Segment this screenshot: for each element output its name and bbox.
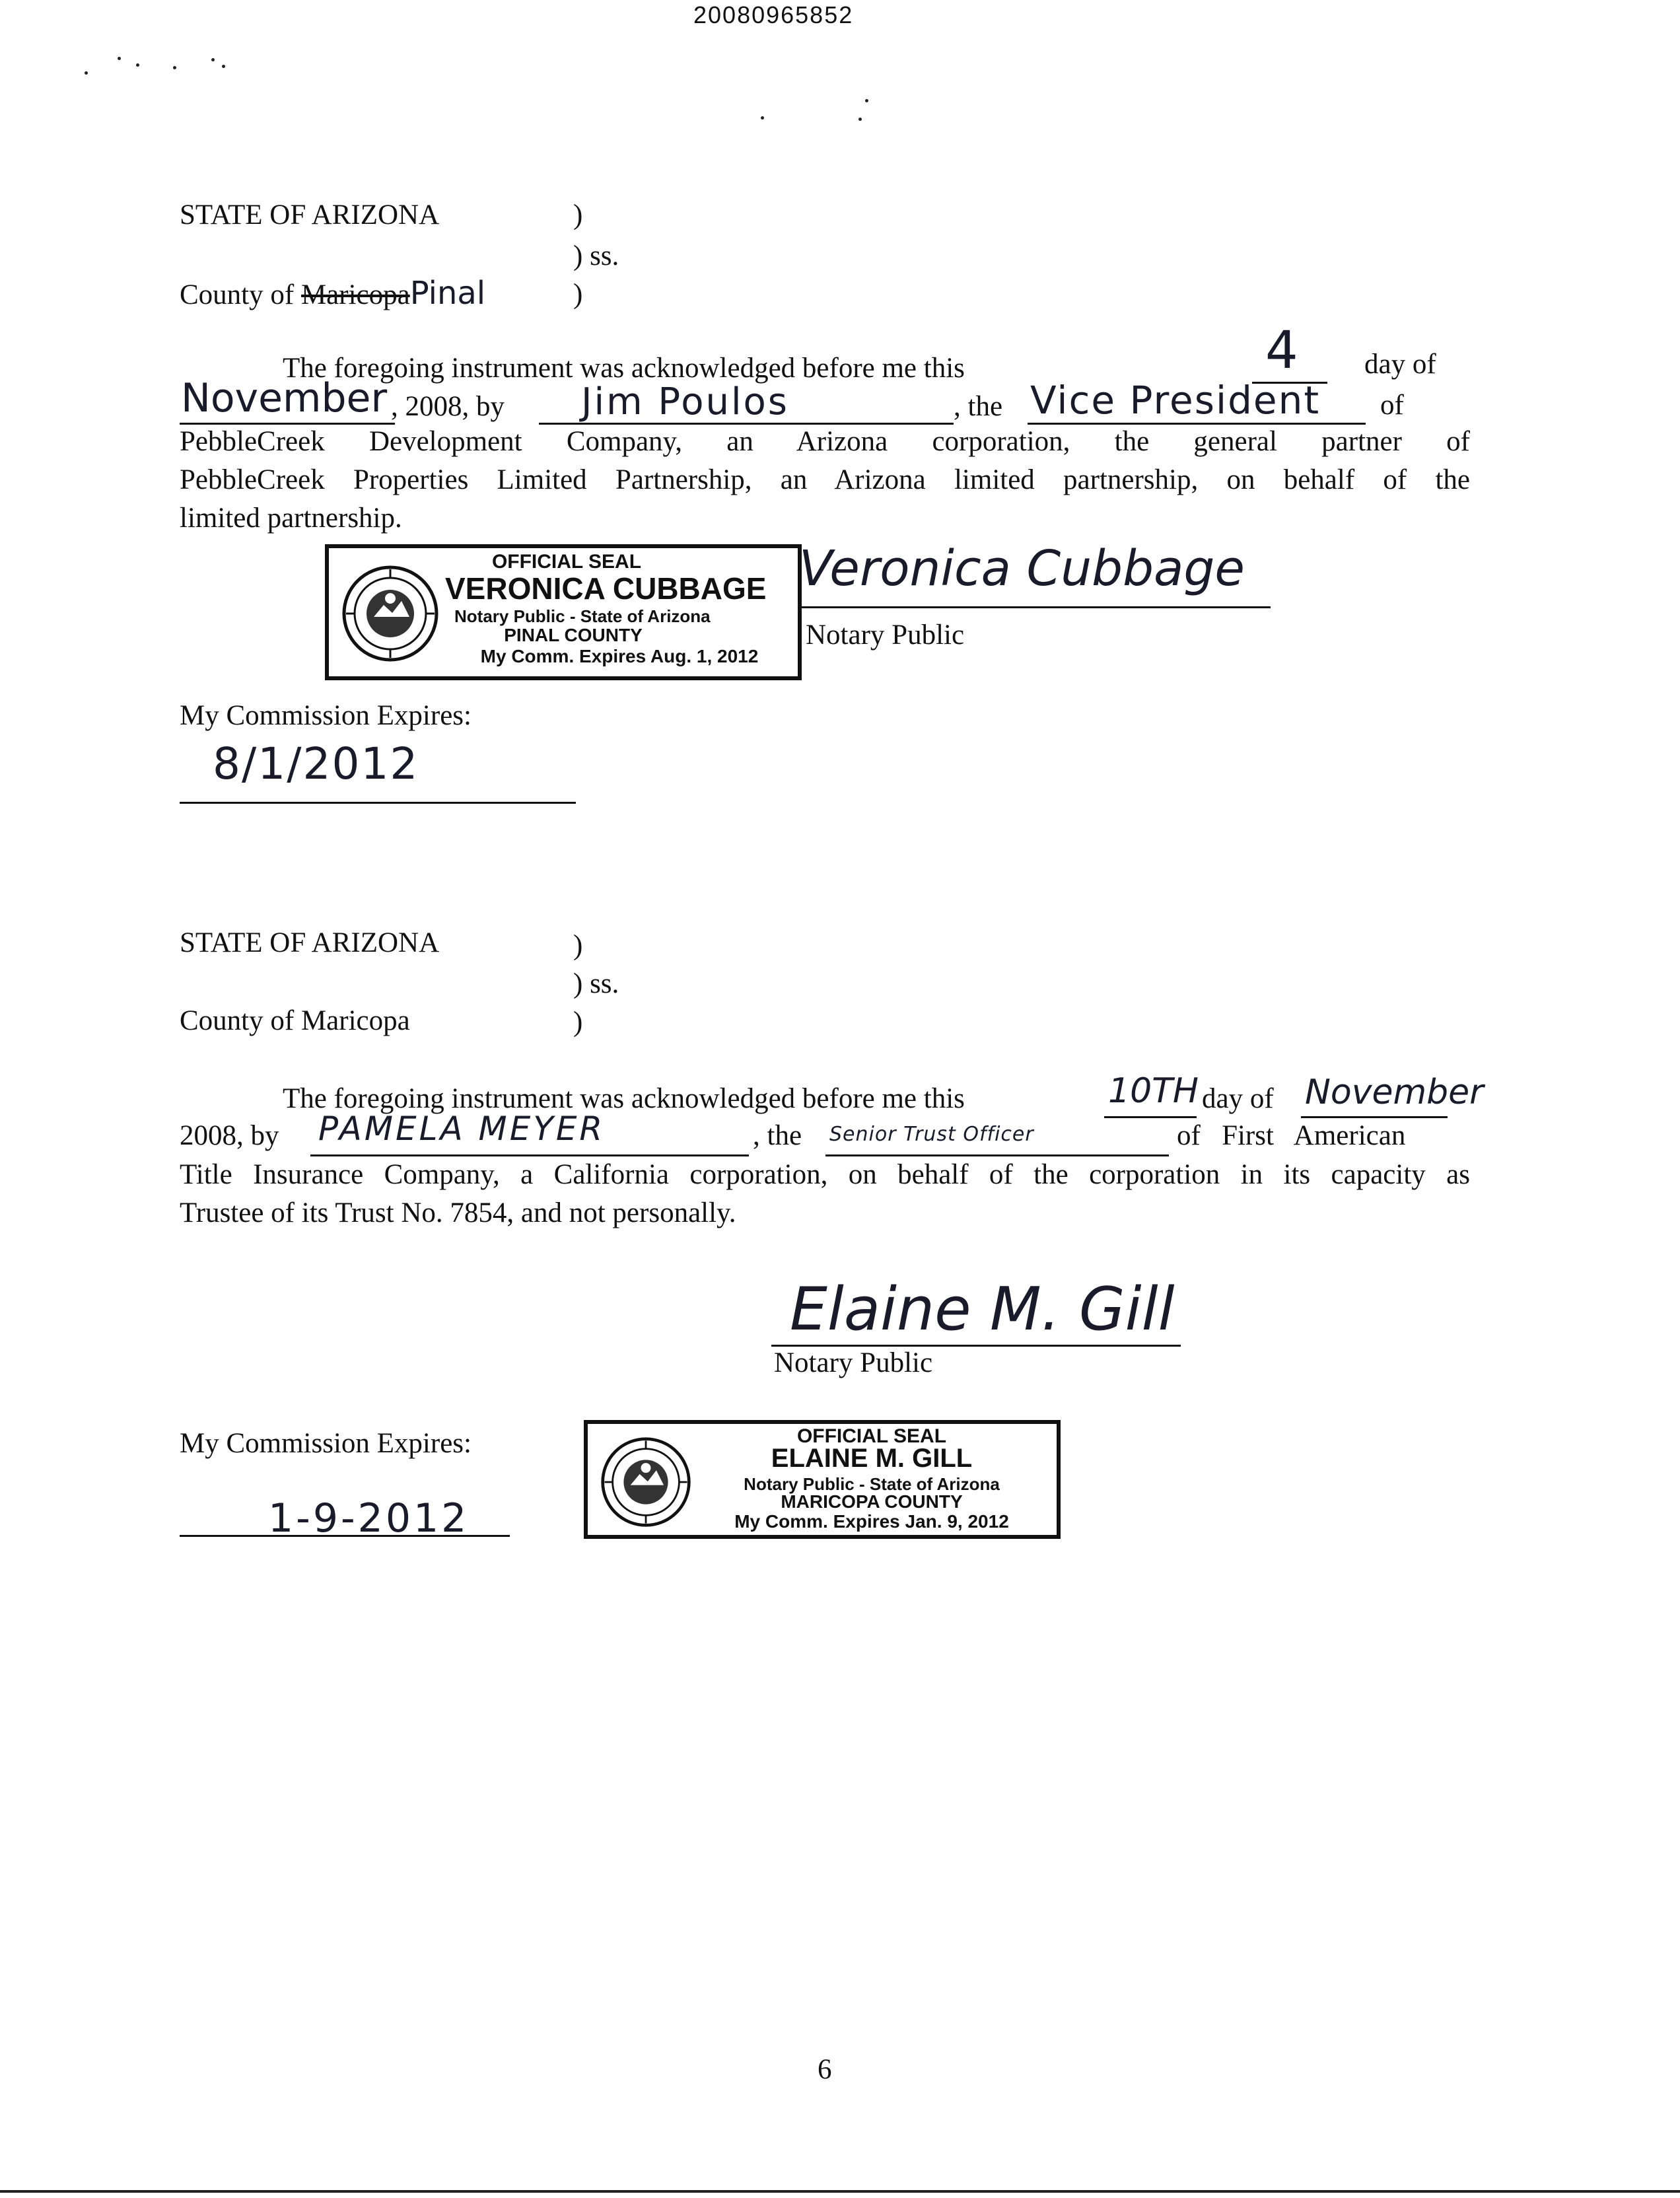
scan-speck <box>858 118 862 121</box>
ack-day-handwritten: 4 <box>1265 321 1298 380</box>
commission-line-1 <box>180 802 576 804</box>
seal-1-line-notary: Notary Public - State of Arizona <box>454 606 711 626</box>
state-heading-2: STATE OF ARIZONA <box>180 927 440 958</box>
ack2-name-handwritten: PAMELA MEYER <box>318 1110 606 1148</box>
county-handwritten: Pinal <box>409 275 486 312</box>
venue-paren-open-2: ) <box>573 930 583 961</box>
ack2-para-line-2: Trustee of its Trust No. 7854, and not personally. <box>180 1197 736 1228</box>
commission-date-2: 1-9-2012 <box>268 1495 470 1542</box>
scan-speck <box>118 57 121 60</box>
notary-public-label-1: Notary Public <box>806 620 965 651</box>
ack2-text-lead: The foregoing instrument was acknowledged before me this <box>283 1083 965 1114</box>
scan-speck <box>222 65 225 68</box>
venue-paren-open: ) <box>573 199 583 230</box>
seal-1-line-name: VERONICA CUBBAGE <box>445 571 767 606</box>
commission-expires-label-1: My Commission Expires: <box>180 700 472 731</box>
seal-1-line-official: OFFICIAL SEAL <box>491 551 642 573</box>
venue-ss: ) ss. <box>573 240 619 271</box>
scan-speck <box>761 116 764 120</box>
ack2-title-handwritten: Senior Trust Officer <box>829 1123 1034 1146</box>
seal-2-line-notary: Notary Public - State of Arizona <box>744 1474 1000 1494</box>
scan-speck <box>173 66 176 69</box>
ack2-text-the: , the <box>753 1120 802 1151</box>
county-struck: Maricopa <box>300 279 410 310</box>
venue-paren-close: ) <box>573 279 583 310</box>
county-line <box>180 275 485 314</box>
ack2-text-year-by: 2008, by <box>180 1120 279 1151</box>
document-number: 20080965852 <box>693 1 854 28</box>
seal-1-line-county: PINAL COUNTY <box>504 625 643 645</box>
ack-name-handwritten: Jim Poulos <box>581 380 789 423</box>
ack2-month-handwritten: November <box>1305 1073 1484 1112</box>
scan-bottom-rule <box>0 2190 1680 2193</box>
ack2-text-of-first-american: of First American <box>1177 1120 1406 1151</box>
state-heading: STATE OF ARIZONA <box>180 199 440 230</box>
ack-para-line-2: PebbleCreek Properties Limited Partnership, an Arizona limited partnership, on behalf of the <box>180 464 1470 495</box>
notary-seal-veronica <box>325 544 802 680</box>
scan-speck <box>136 63 139 67</box>
ack-para-line-1: PebbleCreek Development Company, an Arizona corporation, the general partner of <box>180 426 1470 457</box>
signature-line-1 <box>802 606 1271 608</box>
notary-seal-elaine <box>584 1420 1061 1539</box>
ack2-para-line-1: Title Insurance Company, a California corporation, on behalf of the corporation in its capacity as <box>180 1159 1470 1190</box>
ack-title-handwritten: Vice President <box>1030 378 1321 423</box>
commission-expires-label-2: My Commission Expires: <box>180 1428 472 1459</box>
venue-paren-close-2: ) <box>573 1007 583 1038</box>
notary-signature-elaine: Elaine M. Gill <box>790 1275 1175 1344</box>
seal-2-line-expires: My Comm. Expires Jan. 9, 2012 <box>734 1511 1009 1532</box>
venue-ss-2: ) ss. <box>573 968 619 999</box>
page-number: 6 <box>818 2054 832 2085</box>
notary-signature-veronica: Veronica Cubbage <box>799 540 1245 597</box>
ack-text-lead: The foregoing instrument was acknowledged before me this <box>283 353 965 384</box>
ack-para-line-3: limited partnership. <box>180 503 402 534</box>
ack-text-day-of: day of <box>1364 349 1436 380</box>
arizona-seal-icon <box>341 564 440 663</box>
county-prefix: County of <box>180 279 295 310</box>
ack-text-of: of <box>1380 390 1404 421</box>
seal-1-line-expires: My Comm. Expires Aug. 1, 2012 <box>480 646 759 666</box>
arizona-seal-icon <box>600 1436 692 1528</box>
county-line-2: County of Maricopa <box>180 1005 410 1036</box>
ack2-text-day-of: day of <box>1202 1083 1274 1114</box>
seal-2-line-county: MARICOPA COUNTY <box>781 1491 963 1512</box>
notary-public-label-2: Notary Public <box>774 1347 933 1378</box>
ack-month-handwritten: November <box>181 375 388 421</box>
ack-text-the: , the <box>954 391 1003 422</box>
scan-speck <box>865 99 868 102</box>
seal-2-line-name: ELAINE M. GILL <box>771 1444 973 1473</box>
ack2-day-handwritten: 10TH <box>1108 1071 1199 1111</box>
scan-speck <box>85 71 88 75</box>
seal-2-line-official: OFFICIAL SEAL <box>796 1425 947 1447</box>
scan-speck <box>211 58 215 61</box>
commission-line-2 <box>180 1535 510 1537</box>
commission-date-1: 8/1/2012 <box>213 738 419 789</box>
ack-text-year-by: , 2008, by <box>391 391 505 422</box>
